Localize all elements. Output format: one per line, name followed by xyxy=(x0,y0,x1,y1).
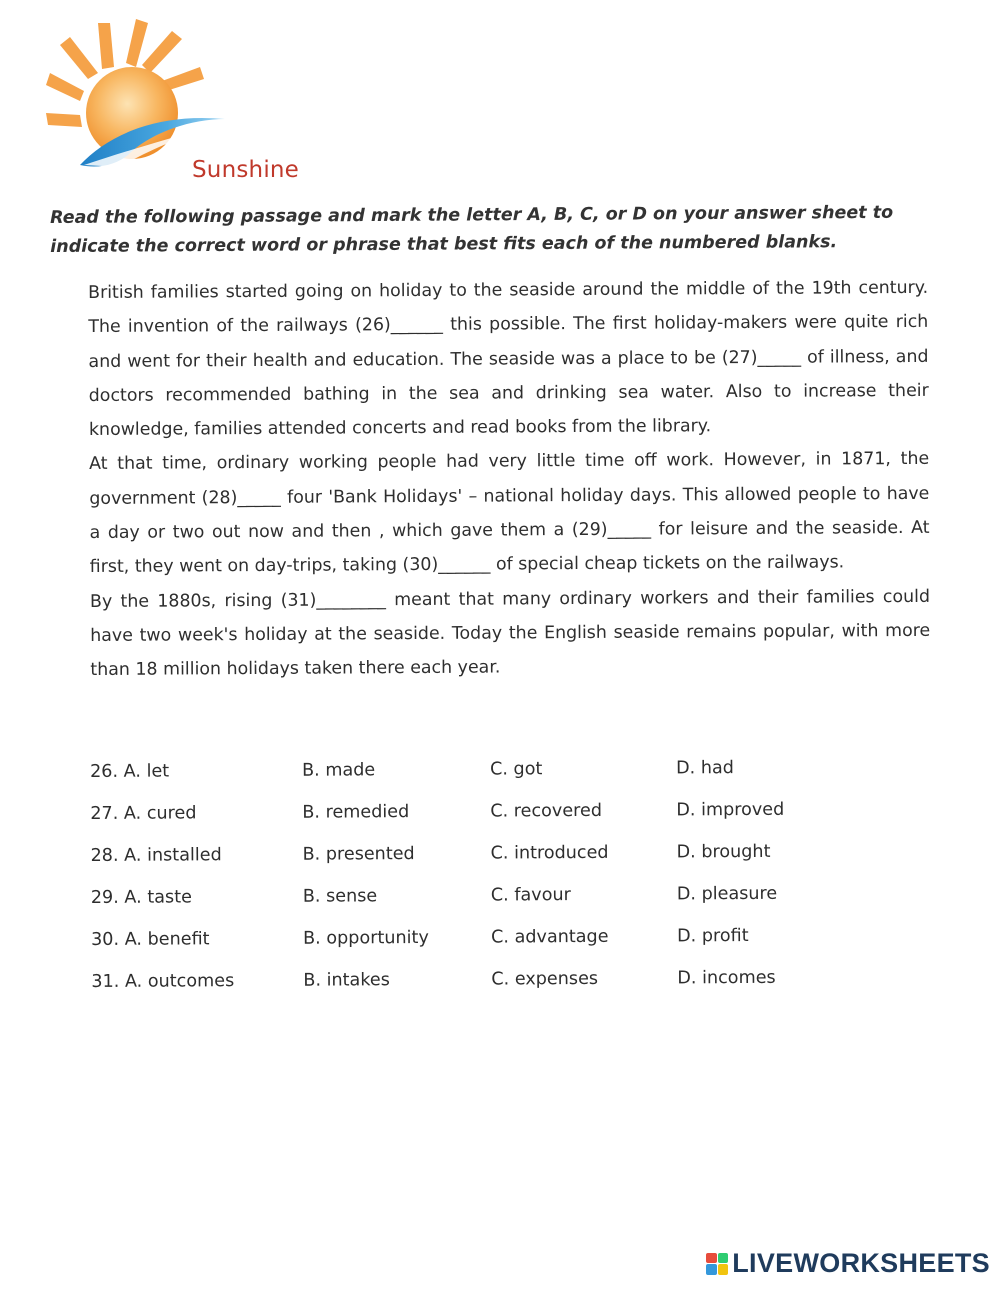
question-31-option-b: B. intakes xyxy=(303,970,390,991)
question-30-option-b: B. opportunity xyxy=(303,927,429,949)
liveworksheets-brand xyxy=(706,1248,990,1279)
question-30-row xyxy=(91,925,831,972)
answer-options xyxy=(90,757,832,1014)
reading-passage xyxy=(88,271,930,688)
question-28-option-b: B. presented xyxy=(302,844,415,865)
question-31-option-a: 31. A. outcomes xyxy=(91,971,235,992)
logo-text: Sunshine xyxy=(192,157,300,183)
brand-name: LIVEWORKSHEETS xyxy=(732,1248,990,1278)
passage-paragraph-1: British families started going on holiday to the seaside around the middle of the 19th century. The invention of the railways (26)______ this possible. The first holiday-makers were quite rich and went for their health and education. The seaside was a place to be (27)_____ of illness, and doctors recommended bathing in the sea and drinking sea water. Also to increase their knowledge, families attended concerts and read books from the library. xyxy=(88,277,929,441)
question-29-option-b: B. sense xyxy=(302,886,378,907)
question-26-option-a: 26. A. let xyxy=(90,761,170,782)
question-27-option-b: B. remedied xyxy=(302,802,410,823)
question-27-row xyxy=(90,799,830,846)
question-27-option-d: D. improved xyxy=(676,799,785,821)
instruction-text: Read the following passage and mark the letter A, B, C, or D on your answer sheet to indicate the correct word or phrase that best fits each of the numbered blanks. xyxy=(50,202,894,257)
question-29-option-c: C. favour xyxy=(490,885,571,906)
question-28-option-c: C. introduced xyxy=(490,842,609,864)
question-26-option-c: C. got xyxy=(489,759,543,780)
sun-wave-icon xyxy=(40,15,280,180)
question-30-option-a: 30. A. benefit xyxy=(91,929,210,950)
passage-paragraph-2: At that time, ordinary working people had very little time off work. However, in 1871, the government (28)_____ four 'Bank Holidays' – national holiday days. This allowed people to have a day or two out now and then , which gave them a (29)_____ for leisure and the seaside. At first, they went on day-trips, taking (30)______ of special cheap tickets on the railways. xyxy=(89,449,930,578)
question-29-row xyxy=(91,883,831,930)
question-28-row xyxy=(91,841,831,888)
question-28-option-a: 28. A. installed xyxy=(90,845,222,866)
sunshine-logo xyxy=(40,15,300,183)
question-30-option-d: D. profit xyxy=(677,925,749,947)
question-31-option-c: C. expenses xyxy=(491,968,599,990)
question-30-option-c: C. advantage xyxy=(491,926,609,948)
question-29-option-a: 29. A. taste xyxy=(90,887,192,908)
liveworksheets-logo-icon xyxy=(706,1253,728,1275)
question-27-option-c: C. recovered xyxy=(490,800,603,822)
question-28-option-d: D. brought xyxy=(676,841,771,863)
question-29-option-d: D. pleasure xyxy=(676,883,778,905)
question-31-option-d: D. incomes xyxy=(677,967,776,989)
passage-paragraph-3: By the 1880s, rising (31)________ meant that many ordinary workers and their families could have two week's holiday at the seaside. Today the English seaside remains popular, with more than 18 million holidays taken there each year. xyxy=(89,586,931,681)
question-26-option-d: D. had xyxy=(675,758,734,779)
question-31-row xyxy=(91,967,831,1014)
question-26-row xyxy=(90,757,830,804)
question-27-option-a: 27. A. cured xyxy=(90,803,197,824)
question-26-option-b: B. made xyxy=(301,760,376,781)
